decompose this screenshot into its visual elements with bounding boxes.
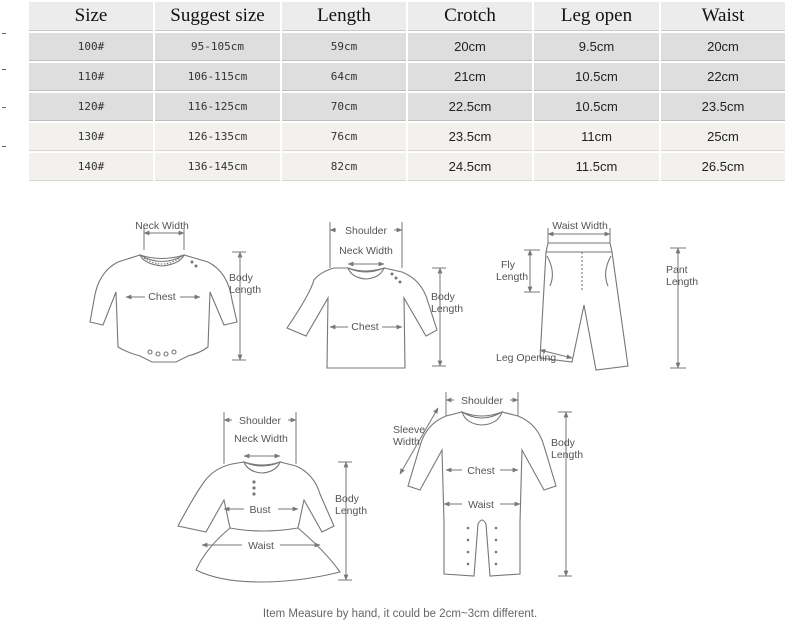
cell-leg-open: 11cm: [534, 123, 659, 151]
cell-suggest-size: 106-115cm: [155, 63, 280, 91]
sleeve-width-label-2: Width: [393, 436, 420, 448]
shoulder-label: Shoulder: [460, 395, 504, 407]
body-length-label: Body: [431, 291, 455, 303]
body-length-label-2: Length: [551, 449, 584, 461]
body-length-label: Body: [335, 493, 359, 505]
cell-size: 110#: [29, 63, 153, 91]
body-length-label-2: Length: [335, 505, 368, 517]
column-header-crotch: Crotch: [408, 2, 532, 31]
cell-size: 100#: [29, 33, 153, 61]
table-row: [29, 93, 785, 121]
cell-waist: 22cm: [661, 63, 785, 91]
pants-outline-icon: [540, 243, 628, 370]
cell-waist: 23.5cm: [661, 93, 785, 121]
bust-label: Bust: [249, 504, 271, 516]
cell-length: 59cm: [282, 33, 406, 61]
table-row: [29, 123, 785, 151]
table-header-row: [29, 2, 785, 31]
cell-leg-open: 10.5cm: [534, 93, 659, 121]
chest-label: Chest: [148, 291, 176, 303]
waist-label: Waist: [248, 540, 274, 552]
measurement-note: Item Measure by hand, it could be 2cm~3cm different.: [262, 608, 538, 620]
cell-suggest-size: 126-135cm: [155, 123, 280, 151]
cell-size: 120#: [29, 93, 153, 121]
cell-crotch: 22.5cm: [408, 93, 532, 121]
column-header-suggest-size: Suggest size: [155, 2, 280, 31]
cell-waist: 20cm: [661, 33, 785, 61]
neck-width-label: Neck Width: [135, 220, 189, 232]
column-header-leg-open: Leg open: [534, 2, 659, 31]
waist-width-label: Waist Width: [552, 220, 608, 232]
column-header-waist: Waist: [661, 2, 785, 31]
size-chart-table: [27, 0, 787, 183]
body-length-label-2: Length: [431, 303, 464, 315]
table-row: [29, 153, 785, 181]
chest-label: Chest: [467, 465, 495, 477]
cell-suggest-size: 116-125cm: [155, 93, 280, 121]
body-length-label: Body: [551, 437, 575, 449]
cell-leg-open: 10.5cm: [534, 63, 659, 91]
bodysuit-outline-icon: [90, 255, 237, 362]
cell-leg-open: 9.5cm: [534, 33, 659, 61]
cell-length: 64cm: [282, 63, 406, 91]
dress-outline-icon: [178, 462, 340, 582]
fly-length-label: Fly: [501, 259, 515, 271]
shirt-diagram: [287, 222, 463, 368]
neck-width-label: Neck Width: [234, 433, 288, 445]
cell-size: 140#: [29, 153, 153, 181]
leg-opening-label: Leg Opening: [496, 352, 557, 364]
measurement-diagrams: [0, 195, 800, 633]
column-header-size: Size: [29, 2, 153, 31]
cell-suggest-size: 136-145cm: [155, 153, 280, 181]
cell-length: 82cm: [282, 153, 406, 181]
waist-label: Waist: [468, 499, 494, 511]
cell-waist: 25cm: [661, 123, 785, 151]
cell-crotch: 21cm: [408, 63, 532, 91]
cell-crotch: 24.5cm: [408, 153, 532, 181]
cell-leg-open: 11.5cm: [534, 153, 659, 181]
margin-tick-marks: [0, 0, 10, 200]
chest-label: Chest: [351, 321, 379, 333]
shoulder-label: Shoulder: [344, 225, 388, 237]
cell-crotch: 23.5cm: [408, 123, 532, 151]
column-header-length: Length: [282, 2, 406, 31]
dress-diagram: [178, 412, 367, 582]
cell-suggest-size: 95-105cm: [155, 33, 280, 61]
pant-length-label: Pant: [666, 264, 688, 276]
romper-outline-icon: [408, 412, 556, 576]
body-length-label: Body: [229, 272, 253, 284]
table-row: [29, 33, 785, 61]
shoulder-label: Shoulder: [238, 415, 282, 427]
romper-diagram: [393, 392, 583, 576]
fly-length-label-2: Length: [496, 271, 529, 283]
neck-width-label: Neck Width: [339, 245, 393, 257]
cell-waist: 26.5cm: [661, 153, 785, 181]
pants-diagram: [496, 220, 698, 370]
table-row: [29, 63, 785, 91]
cell-length: 70cm: [282, 93, 406, 121]
pant-length-label-2: Length: [666, 276, 699, 288]
cell-length: 76cm: [282, 123, 406, 151]
sleeve-width-label: Sleeve: [393, 424, 426, 436]
body-length-label-2: Length: [229, 284, 262, 296]
cell-size: 130#: [29, 123, 153, 151]
shirt-outline-icon: [287, 268, 437, 368]
cell-crotch: 20cm: [408, 33, 532, 61]
bodysuit-diagram: [90, 220, 261, 362]
